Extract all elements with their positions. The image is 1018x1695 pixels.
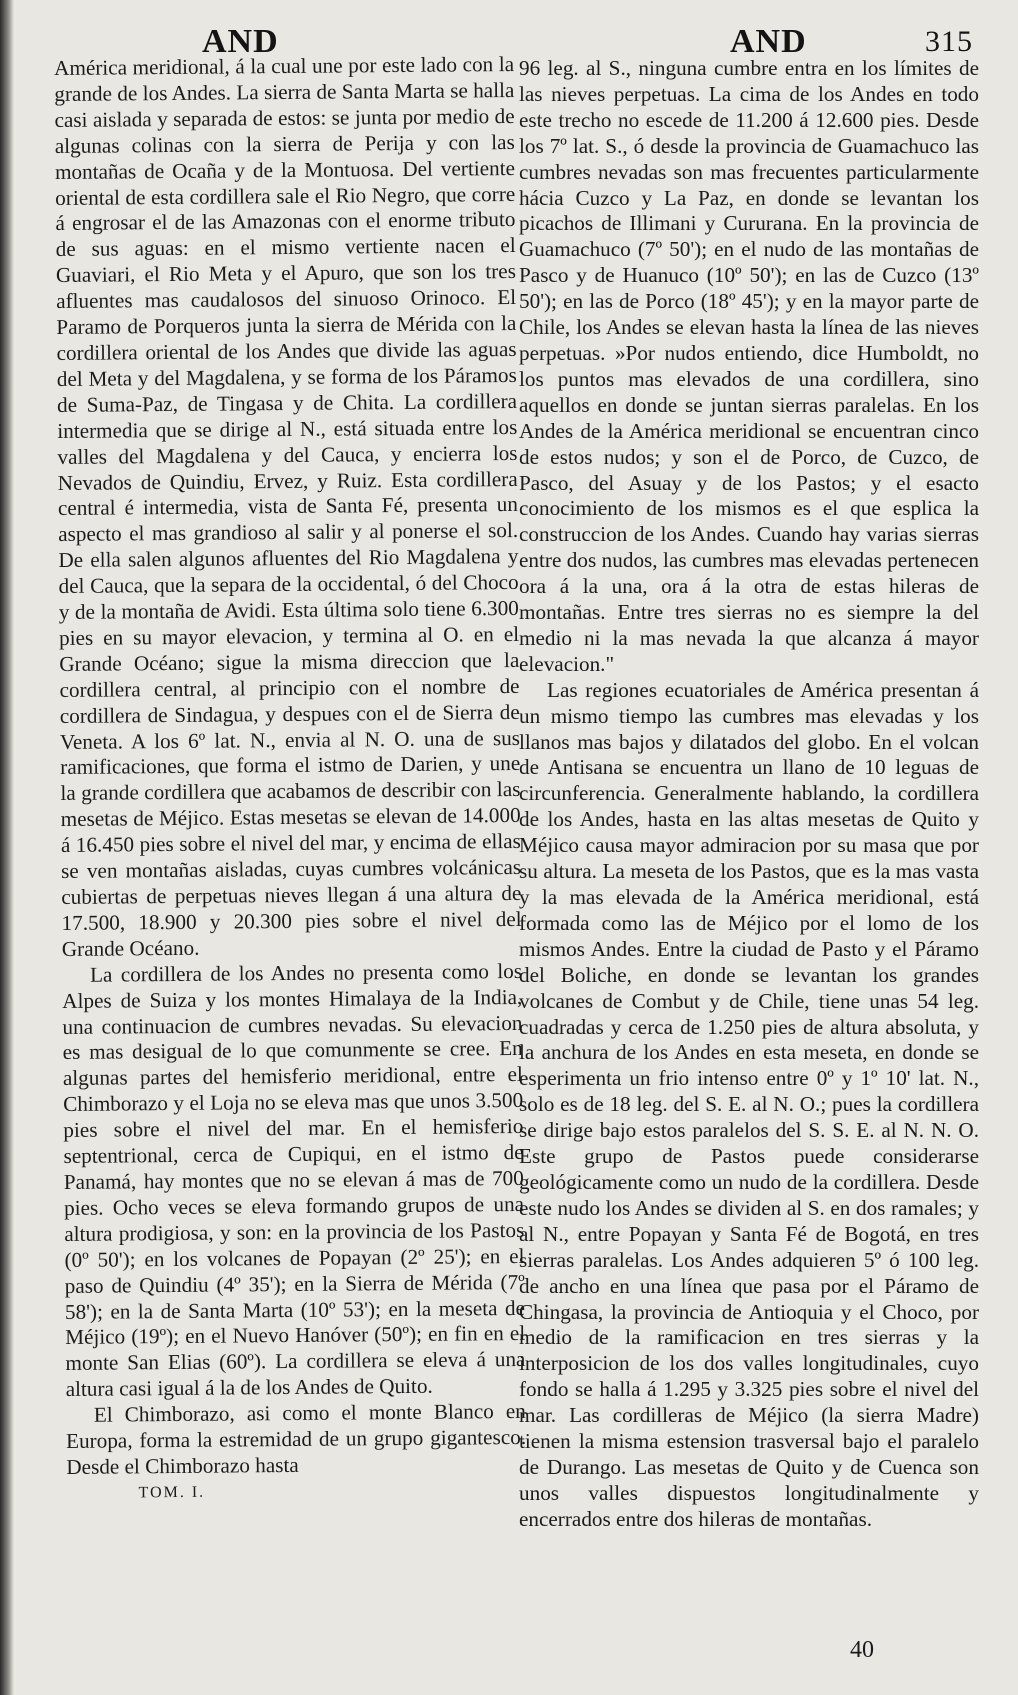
left-paragraph-2: La cordillera de los Andes no presenta como los Alpes de Suiza y los montes Himalaya de la India, una continuacion de cumbres nevadas. Su elevacion es mas desigual de lo que comunmente se cree. En algunas partes del hemisferio meridional, entre el Chimborazo y el Loja no se eleva mas que unos 3.500 pies sobre el nivel del mar. En el hemisferio septentrional, cerca de Cupiqui, en el istmo de Panamá, hay montes que no se elevan á mas de 700 pies. Ocho veces se eleva formando grupos de una altura prodigiosa, y son: en la provincia de los Pastos (0º 50'); en los volcanes de Popayan (2º 25'); en el paso de Quindiu (4º 35'); en la Sierra de Mérida (7º 58'); en la de Santa Marta (10º 53'); en la meseta de Méjico (19º); en el Nuevo Hanóver (50º); en fin en el monte San Elias (60º). La cordillera se eleva á una altura casi igual á la de los Andes de Quito.	[62, 958, 526, 1402]
book-spine-shadow	[0, 0, 14, 1695]
right-paragraph-1: 96 leg. al S., ninguna cumbre entra en los límites de las nieves perpetuas. La cima de los Andes en todo este trecho no escede de 11.200 á 12.600 pies. Desde los 7º lat. S., ó desde la provincia de Guamachuco las cumbres nevadas son mas frecuentes particularmente hácia Cuzco y La Paz, en donde se levantan los picachos de Illimani y Cururana. En la provincia de Guamachuco (7º 50'); en el nudo de las montañas de Pasco y de Huanuco (10º 50'); en las de Cuzco (13º 50'); en las de Porco (18º 45'); y en la mayor parte de Chile, los Andes se elevan hasta la línea de las nieves perpetuas. »Por nudos entiendo, dice Humboldt, no los puntos mas elevados de una cordillera, sino aquellos en donde se juntan sierras paralelas. En los Andes de la América meridional se encuentran cinco de estos nudos; y son el de Porco, de Cuzco, de Pasco, del Asuay y de los Pastos; y el esacto conocimiento de los mismos es el que esplica la construccion de los Andes. Cuando hay varias sierras entre dos nudos, las cumbres mas elevadas pertenecen ora á la una, ora á la otra de estas hileras de montañas. Entre tres sierras no es siempre la del medio ni la mas nevada la que alcanza á mayor elevacion."	[519, 56, 979, 676]
left-paragraph-3: El Chimborazo, asi como el monte Blanco en Europa, forma la estremidad de un grupo gigantesco. Desde el Chimborazo hasta	[65, 1399, 527, 1479]
page-number: 315	[925, 25, 973, 58]
right-running-head: AND	[730, 23, 807, 60]
gathering-mark: 40	[850, 1637, 874, 1663]
right-paragraph-2: Las regiones ecuatoriales de América presentan á un mismo tiempo las cumbres mas elevadas y los llanos mas bajos y dilatados del globo. En el volcan de Antisana se encuentra un llano de 10 leguas de circunferencia. Generalmente hablando, la cordillera de los Andes, hasta en las altas mesetas de Quito y Méjico causa mayor admiracion por su masa que por su altura. La meseta de los Pastos, que es la mas vasta y la mas elevada de la América meridional, está formada como las de Méjico por el lomo de los mismos Andes. Entre la ciudad de Pasto y el Páramo del Boliche, en donde se levantan los grandes volcanes de Combut y de Chile, tiene unas 54 leg. cuadradas y cerca de 1.250 pies de altura absoluta, y la anchura de los Andes en esta meseta, en donde se esperimenta un frio intenso entre 0º y 1º 10' lat. N., solo es de 18 leg. del S. E. al N. O.; pues la cordillera se dirige bajo estos paralelos del S. S. E. al N. N. O. Este grupo de Pastos puede considerarse geológicamente como un nudo de la cordillera. Desde este nudo los Andes se dividen al S. en dos ramales; y al N., entre Popayan y Santa Fé de Bogotá, en tres sierras paralelas. Los Andes adquieren 5º ó 100 leg. de ancho en una línea que pasa por el Páramo de Chingasa, la provincia de Antioquia y el Choco, por medio de la ramificacion en tres sierras y la interposicion de los dos valles longitudinales, cuyo fondo se halla á 1.295 y 3.325 pies sobre el nivel del mar. Las cordilleras de Méjico (la sierra Madre) tienen la misma estension trasversal bajo el paralelo de Durango. Las mesetas de Quito y de Cuenca son unos valles dispuestos longitudinalmente y encerrados entre dos hileras de montañas.	[519, 677, 979, 1531]
right-text-column	[519, 56, 979, 1533]
left-text-column	[54, 52, 527, 1507]
left-running-head: AND	[202, 23, 279, 60]
signature-mark: TOM. I.	[138, 1483, 206, 1502]
left-paragraph-1: América meridional, á la cual une por este lado con la grande de los Andes. La sierra de Santa Marta se halla casi aislada y separada de estos: se junta por medio de algunas colinas con la sierra de Perija y con las montañas de Ocaña y de la Montuosa. Del vertiente oriental de esta cordillera sale el Rio Negro, que corre á engrosar el de las Amazonas con el enorme tributo de sus aguas: en el mismo vertiente nacen el Guaviari, el Rio Meta y el Apuro, que son los tres afluentes mas caudalosos del sinuoso Orinoco. El Paramo de Porqueros junta la sierra de Mérida con la cordillera oriental de los Andes que divide las aguas del Meta y del Magdalena, y se forma de los Páramos de Suma-Paz, de Tingasa y de Chita. La cordillera intermedia que se dirige al N., está situada entre los valles del Magdalena y del Cauca, y encierra los Nevados de Quindiu, Ervez, y Ruiz. Esta cordillera central é intermedia, vista de Santa Fé, presenta un aspecto el mas grandioso al salir y al ponerse el sol. De ella salen algunos afluentes del Rio Magdalena y del Cauca, que la separa de la occidental, ó del Choco y de la montaña de Avidi. Esta última solo tiene 6.300 pies en su mayor elevacion, y termina al O. en el Grande Océano; sigue la misma direccion que la cordillera central, al principio con el nombre de cordillera de Sindagua, y despues con el de Sierra de Veneta. A los 6º lat. N., envia al N. O. una de sus ramificaciones, que forma el istmo de Darien, y une la grande cordillera que acabamos de describir con las mesetas de Méjico. Estas mesetas se elevan de 14.000 á 16.450 pies sobre el nivel del mar, y encima de ellas se ven montañas aisladas, cuyas cumbres volcánicas cubiertas de perpetuas nieves llegan á una altura de 17.500, 18.900 y 20.300 pies sobre el nivel del Grande Océano.	[54, 51, 522, 961]
